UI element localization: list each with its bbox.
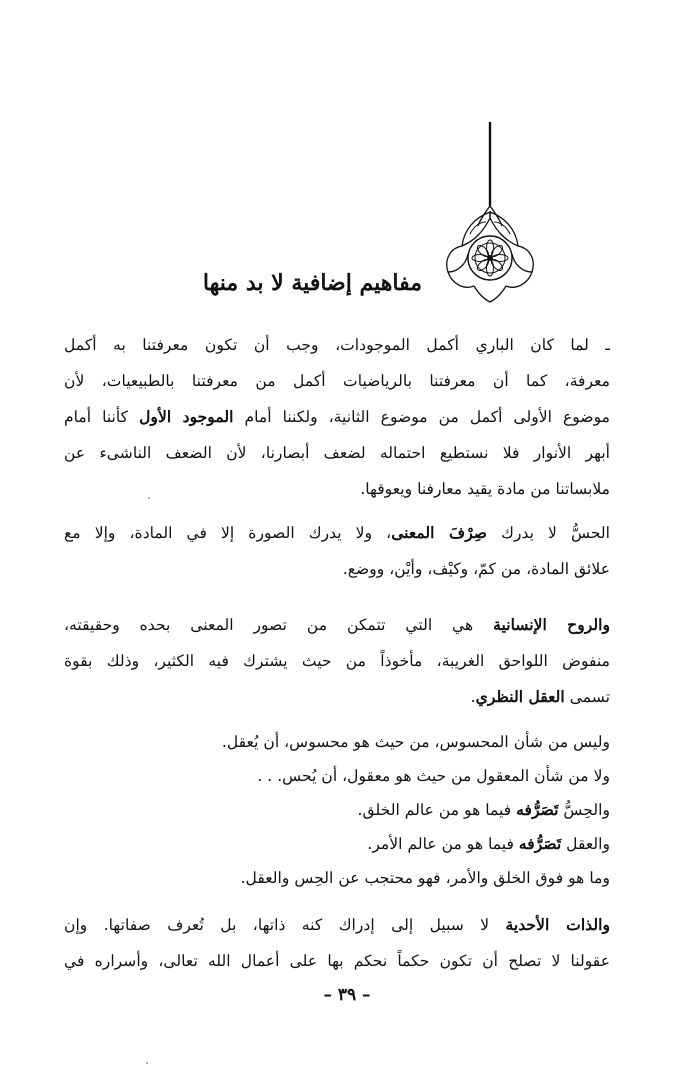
verse-line: والحِسُّ تَصَرُّفه فيما هو من عالم الخلق.: [357, 800, 610, 819]
paragraph-line: عقولنا لا تصلح أن تكون حكماً نحكم بها على أعمال الله تعالى، وأسراره في: [64, 952, 610, 970]
bold-term: والروح الإنسانية: [493, 615, 610, 634]
scan-speck: [148, 497, 150, 499]
bold-term: تَصَرُّفه: [518, 834, 562, 853]
page-number: – ٣٩ –: [323, 985, 371, 1005]
paragraph-line: والروح الإنسانية هي التي تتمكن من تصور المعنى بحده وحقيقته،: [64, 615, 610, 634]
verse-line: وليس من شأن المحسوس، من حيث هو محسوس، أن يُعقل.: [221, 733, 610, 751]
bold-term: صِرْفَ المعنى: [391, 523, 488, 542]
bold-term: والذات الأحدية: [505, 915, 610, 934]
verse-line: والعقل تَصَرُّفه فيما هو من عالم الأمر.: [367, 834, 610, 853]
paragraph-line: علائق المادة، من كمّ، وكيْف، وأيْن، ووضع.: [342, 560, 610, 578]
scan-speck: [146, 1062, 148, 1064]
paragraph-line: معرفة، كما أن معرفتنا بالرياضيات أكمل من معرفتنا بالطبيعيات، لأن: [64, 372, 610, 390]
chapter-title: مفاهيم إضافية لا بد منها: [202, 270, 422, 296]
paragraph-line: منفوض اللواحق الغريبة، مأخوذاً من حيث يشترك فيه الكثير، وذلك بقوة: [64, 652, 610, 670]
lotus-ornament-icon: [440, 122, 540, 304]
paragraph-line: ملابساتنا من مادة يقيد معارفنا ويعوقها.: [360, 480, 610, 498]
verse-line: ولا من شأن المعقول من حيث هو معقول، أن يُحس. . .: [257, 767, 610, 785]
bold-term: العقل النظري: [475, 687, 565, 706]
paragraph-line: تسمى العقل النظري.: [470, 687, 610, 706]
bold-term: تَصَرُّفه: [516, 800, 559, 819]
paragraph-line: أبهر الأنوار فلا نستطيع احتماله لضعف أبصارنا، لأن الضعف الناشىء عن: [64, 444, 610, 462]
verse-line: وما هو فوق الخلق والأمر، فهو محتجب عن الحِس والعقل.: [240, 869, 610, 887]
paragraph-line: موضوع الأولى أكمل من موضوع الثانية، ولكننا أمام الموجود الأول كأننا أمام: [64, 407, 611, 426]
paragraph-line: الحسُّ لا يدرك صِرْفَ المعنى، ولا يدرك الصورة إلا في المادة، وإلا مع: [64, 523, 611, 542]
bold-term: الموجود الأول: [139, 407, 234, 426]
paragraph-line: ـ لما كان الباري أكمل الموجودات، وجب أن تكون معرفتنا به أكمل: [64, 336, 610, 354]
paragraph-line: والذات الأحدية لا سبيل إلى إدراك كنه ذاتها، بل تُعرف صفاتها. وإن: [64, 915, 610, 934]
